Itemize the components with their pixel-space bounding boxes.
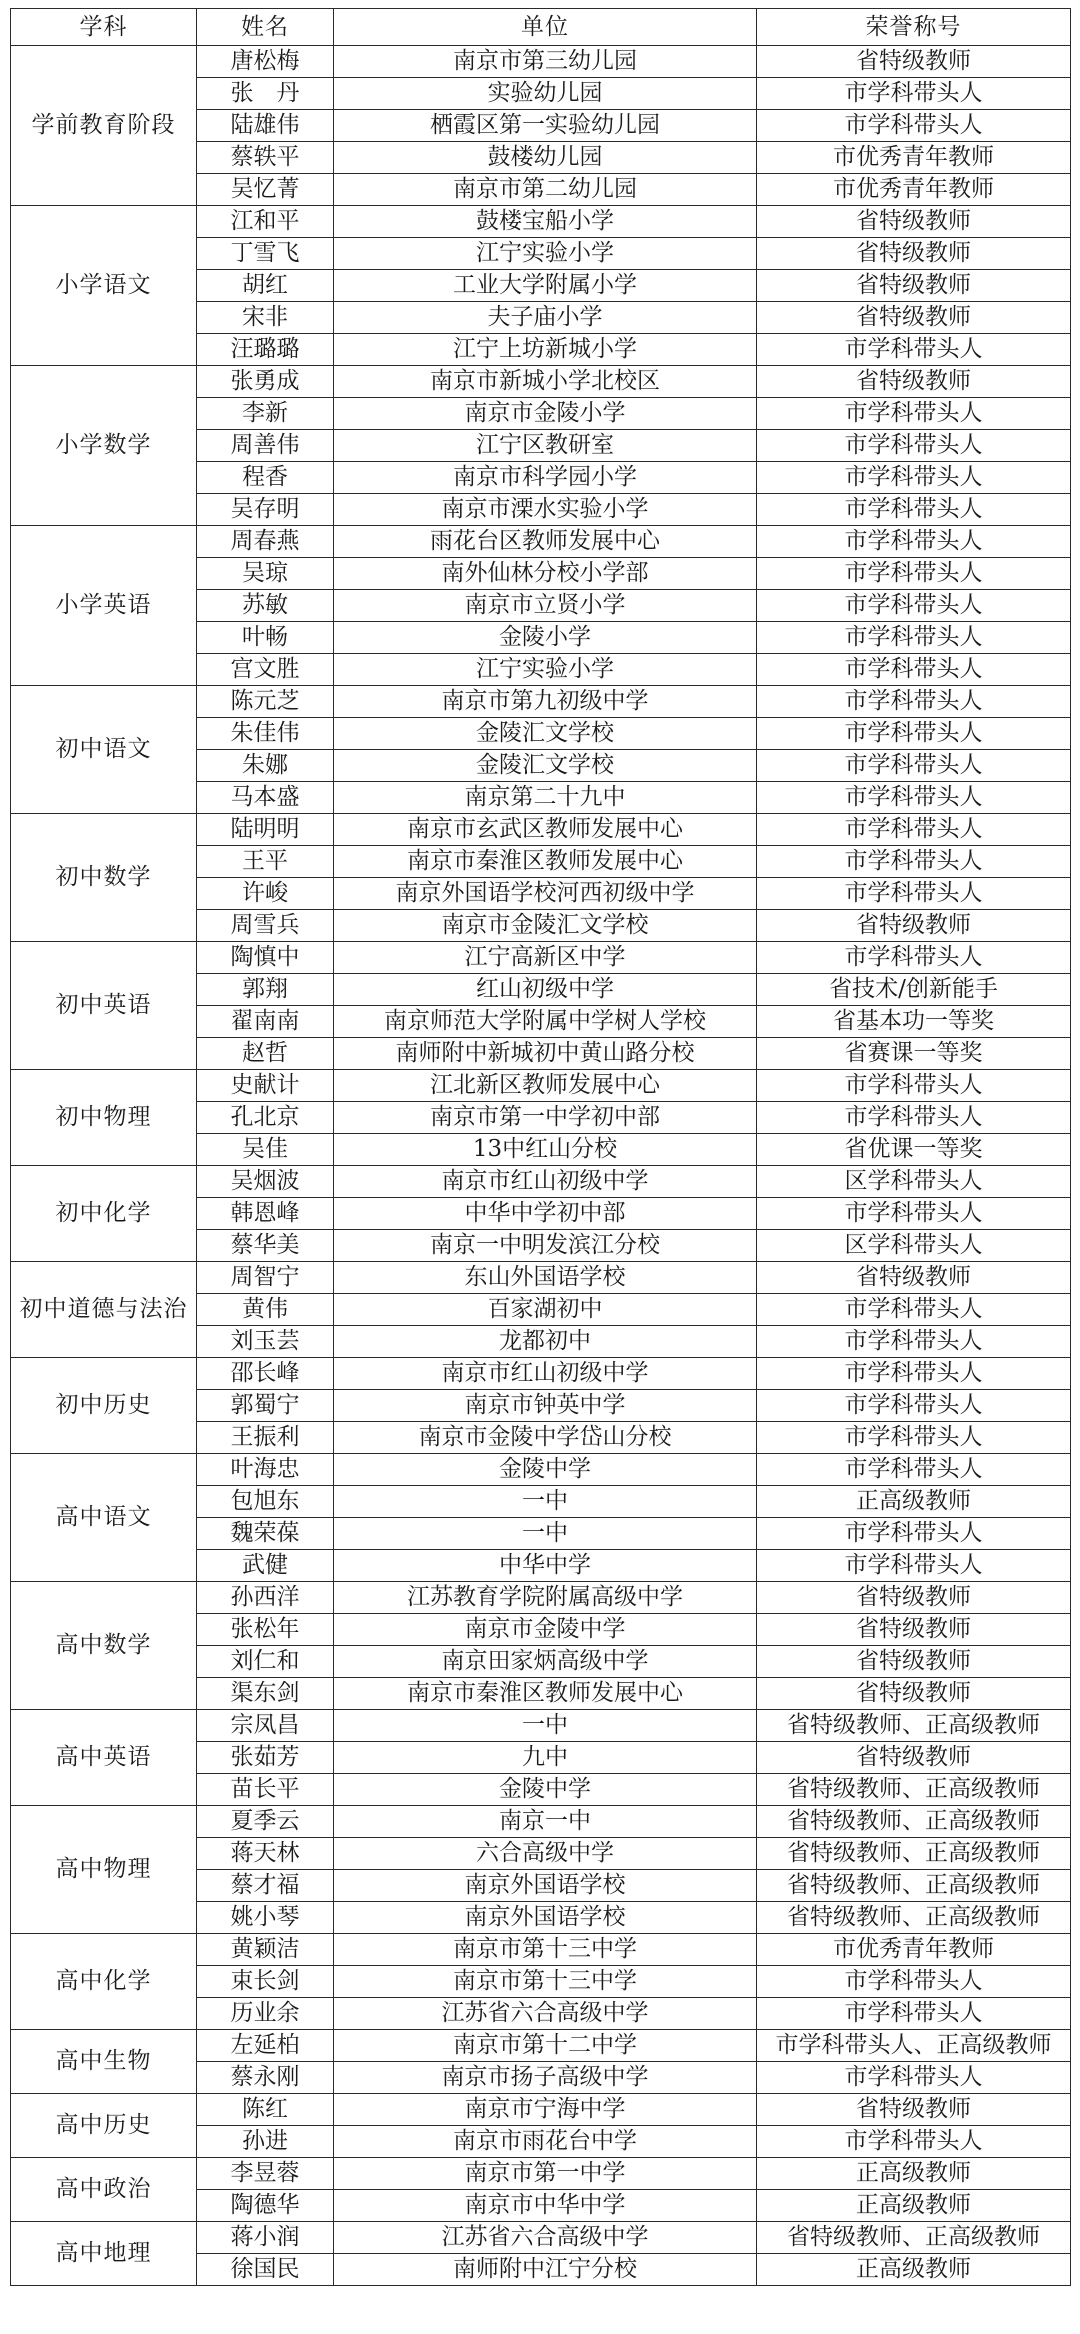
teacher-name-cell: 丁雪飞 xyxy=(197,238,334,270)
teacher-name-cell: 江和平 xyxy=(197,206,334,238)
teacher-name-cell: 陈红 xyxy=(197,2094,334,2126)
unit-cell: 中华中学 xyxy=(334,1550,757,1582)
honor-cell: 市学科带头人、正高级教师 xyxy=(757,2030,1071,2062)
unit-cell: 南京市金陵小学 xyxy=(334,398,757,430)
honor-cell: 市学科带头人 xyxy=(757,78,1071,110)
teacher-name-cell: 邵长峰 xyxy=(197,1358,334,1390)
honor-cell: 省特级教师 xyxy=(757,910,1071,942)
teacher-name-cell: 吴烟波 xyxy=(197,1166,334,1198)
unit-cell: 13中红山分校 xyxy=(334,1134,757,1166)
honor-cell: 省特级教师、正高级教师 xyxy=(757,1774,1071,1806)
subject-cell: 高中生物 xyxy=(11,2030,197,2094)
teacher-name-cell: 叶海忠 xyxy=(197,1454,334,1486)
honor-cell: 省特级教师 xyxy=(757,1614,1071,1646)
teacher-name-cell: 王振利 xyxy=(197,1422,334,1454)
unit-cell: 南京市新城小学北校区 xyxy=(334,366,757,398)
teacher-name-cell: 周智宁 xyxy=(197,1262,334,1294)
unit-cell: 江苏省六合高级中学 xyxy=(334,2222,757,2254)
honor-cell: 市学科带头人 xyxy=(757,462,1071,494)
honor-cell: 省特级教师 xyxy=(757,366,1071,398)
honor-cell: 市学科带头人 xyxy=(757,1198,1071,1230)
unit-cell: 南京市金陵汇文学校 xyxy=(334,910,757,942)
honor-cell: 省特级教师 xyxy=(757,302,1071,334)
honor-cell: 市学科带头人 xyxy=(757,398,1071,430)
unit-cell: 南京市第十二中学 xyxy=(334,2030,757,2062)
unit-cell: 南京市第九初级中学 xyxy=(334,686,757,718)
teacher-name-cell: 蔡才福 xyxy=(197,1870,334,1902)
table-row xyxy=(11,1710,1071,1742)
table-row xyxy=(11,206,1071,238)
subject-cell: 高中化学 xyxy=(11,1934,197,2030)
teacher-name-cell: 历业余 xyxy=(197,1998,334,2030)
honor-cell: 省技术/创新能手 xyxy=(757,974,1071,1006)
honor-cell: 市学科带头人 xyxy=(757,750,1071,782)
teacher-name-cell: 魏荣葆 xyxy=(197,1518,334,1550)
unit-cell: 南京市红山初级中学 xyxy=(334,1358,757,1390)
teacher-name-cell: 陆雄伟 xyxy=(197,110,334,142)
teacher-name-cell: 夏季云 xyxy=(197,1806,334,1838)
subject-cell: 高中物理 xyxy=(11,1806,197,1934)
honor-cell: 市学科带头人 xyxy=(757,686,1071,718)
honor-cell: 市学科带头人 xyxy=(757,526,1071,558)
header-row xyxy=(11,9,1071,46)
honor-cell: 省特级教师 xyxy=(757,238,1071,270)
subject-cell: 高中数学 xyxy=(11,1582,197,1710)
honor-cell: 区学科带头人 xyxy=(757,1230,1071,1262)
teacher-name-cell: 张 丹 xyxy=(197,78,334,110)
teacher-name-cell: 汪璐璐 xyxy=(197,334,334,366)
teacher-name-cell: 吴琼 xyxy=(197,558,334,590)
unit-cell: 南京市红山初级中学 xyxy=(334,1166,757,1198)
honor-cell: 省赛课一等奖 xyxy=(757,1038,1071,1070)
unit-cell: 南京市扬子高级中学 xyxy=(334,2062,757,2094)
table-row xyxy=(11,942,1071,974)
honor-cell: 市学科带头人 xyxy=(757,1390,1071,1422)
honor-cell: 市优秀青年教师 xyxy=(757,1934,1071,1966)
teacher-name-cell: 宋非 xyxy=(197,302,334,334)
header-subject: 学科 xyxy=(11,9,197,46)
unit-cell: 夫子庙小学 xyxy=(334,302,757,334)
honor-cell: 省特级教师 xyxy=(757,46,1071,78)
table-row xyxy=(11,1070,1071,1102)
unit-cell: 南外仙林分校小学部 xyxy=(334,558,757,590)
unit-cell: 雨花台区教师发展中心 xyxy=(334,526,757,558)
unit-cell: 南京市中华中学 xyxy=(334,2190,757,2222)
table-row xyxy=(11,1806,1071,1838)
honor-cell: 市学科带头人 xyxy=(757,1966,1071,1998)
honor-cell: 市优秀青年教师 xyxy=(757,142,1071,174)
teacher-name-cell: 张松年 xyxy=(197,1614,334,1646)
honor-cell: 省优课一等奖 xyxy=(757,1134,1071,1166)
table-row xyxy=(11,526,1071,558)
teacher-name-cell: 韩恩峰 xyxy=(197,1198,334,1230)
unit-cell: 栖霞区第一实验幼儿园 xyxy=(334,110,757,142)
table-row xyxy=(11,814,1071,846)
unit-cell: 南京市第十三中学 xyxy=(334,1966,757,1998)
teacher-name-cell: 吴存明 xyxy=(197,494,334,526)
table-header xyxy=(11,9,1071,46)
unit-cell: 金陵中学 xyxy=(334,1454,757,1486)
teacher-name-cell: 姚小琴 xyxy=(197,1902,334,1934)
unit-cell: 一中 xyxy=(334,1486,757,1518)
teacher-name-cell: 张勇成 xyxy=(197,366,334,398)
teacher-name-cell: 孔北京 xyxy=(197,1102,334,1134)
unit-cell: 金陵中学 xyxy=(334,1774,757,1806)
table-row xyxy=(11,686,1071,718)
teacher-name-cell: 宗凤昌 xyxy=(197,1710,334,1742)
honor-cell: 市学科带头人 xyxy=(757,1550,1071,1582)
table-row xyxy=(11,1262,1071,1294)
unit-cell: 南京市科学园小学 xyxy=(334,462,757,494)
teacher-name-cell: 程香 xyxy=(197,462,334,494)
honor-cell: 市学科带头人 xyxy=(757,942,1071,974)
teacher-name-cell: 孙进 xyxy=(197,2126,334,2158)
honor-cell: 省特级教师 xyxy=(757,1678,1071,1710)
honor-cell: 省基本功一等奖 xyxy=(757,1006,1071,1038)
table-row xyxy=(11,1358,1071,1390)
subject-cell: 高中历史 xyxy=(11,2094,197,2158)
teacher-name-cell: 翟南南 xyxy=(197,1006,334,1038)
unit-cell: 工业大学附属小学 xyxy=(334,270,757,302)
unit-cell: 中华中学初中部 xyxy=(334,1198,757,1230)
unit-cell: 南师附中江宁分校 xyxy=(334,2254,757,2286)
table-row xyxy=(11,1454,1071,1486)
teacher-name-cell: 李新 xyxy=(197,398,334,430)
teacher-name-cell: 马本盛 xyxy=(197,782,334,814)
teacher-name-cell: 张茹芳 xyxy=(197,1742,334,1774)
honor-cell: 市学科带头人 xyxy=(757,1518,1071,1550)
teacher-name-cell: 朱娜 xyxy=(197,750,334,782)
table-row xyxy=(11,2222,1071,2254)
unit-cell: 江苏教育学院附属高级中学 xyxy=(334,1582,757,1614)
honor-cell: 市学科带头人 xyxy=(757,622,1071,654)
teacher-name-cell: 苗长平 xyxy=(197,1774,334,1806)
header-honor: 荣誉称号 xyxy=(757,9,1071,46)
honor-cell: 市学科带头人 xyxy=(757,654,1071,686)
unit-cell: 红山初级中学 xyxy=(334,974,757,1006)
subject-cell: 初中数学 xyxy=(11,814,197,942)
teacher-name-cell: 宫文胜 xyxy=(197,654,334,686)
unit-cell: 南京市第一中学 xyxy=(334,2158,757,2190)
teacher-name-cell: 孙西洋 xyxy=(197,1582,334,1614)
table-row xyxy=(11,2094,1071,2126)
table-body xyxy=(11,46,1071,2286)
unit-cell: 龙都初中 xyxy=(334,1326,757,1358)
subject-cell: 小学数学 xyxy=(11,366,197,526)
teacher-name-cell: 渠东剑 xyxy=(197,1678,334,1710)
honor-cell: 正高级教师 xyxy=(757,1486,1071,1518)
honor-cell: 市学科带头人 xyxy=(757,1454,1071,1486)
subject-cell: 初中物理 xyxy=(11,1070,197,1166)
teacher-name-cell: 周善伟 xyxy=(197,430,334,462)
honor-cell: 市学科带头人 xyxy=(757,1358,1071,1390)
header-unit: 单位 xyxy=(334,9,757,46)
unit-cell: 南京田家炳高级中学 xyxy=(334,1646,757,1678)
teacher-name-cell: 许峻 xyxy=(197,878,334,910)
teacher-name-cell: 陶德华 xyxy=(197,2190,334,2222)
teacher-name-cell: 刘玉芸 xyxy=(197,1326,334,1358)
honor-cell: 省特级教师 xyxy=(757,1262,1071,1294)
teacher-name-cell: 黄伟 xyxy=(197,1294,334,1326)
honor-roster-table xyxy=(10,8,1071,2286)
teacher-name-cell: 徐国民 xyxy=(197,2254,334,2286)
unit-cell: 南京市第十三中学 xyxy=(334,1934,757,1966)
teacher-name-cell: 蔡轶平 xyxy=(197,142,334,174)
honor-cell: 市学科带头人 xyxy=(757,494,1071,526)
teacher-name-cell: 陈元芝 xyxy=(197,686,334,718)
unit-cell: 江宁实验小学 xyxy=(334,238,757,270)
honor-cell: 省特级教师、正高级教师 xyxy=(757,1870,1071,1902)
teacher-name-cell: 郭蜀宁 xyxy=(197,1390,334,1422)
unit-cell: 金陵汇文学校 xyxy=(334,750,757,782)
honor-cell: 市学科带头人 xyxy=(757,1326,1071,1358)
subject-cell: 初中历史 xyxy=(11,1358,197,1454)
teacher-name-cell: 陶慎中 xyxy=(197,942,334,974)
unit-cell: 南师附中新城初中黄山路分校 xyxy=(334,1038,757,1070)
teacher-name-cell: 胡红 xyxy=(197,270,334,302)
subject-cell: 初中化学 xyxy=(11,1166,197,1262)
honor-cell: 市学科带头人 xyxy=(757,718,1071,750)
teacher-name-cell: 陆明明 xyxy=(197,814,334,846)
subject-cell: 初中英语 xyxy=(11,942,197,1070)
teacher-name-cell: 蒋天林 xyxy=(197,1838,334,1870)
unit-cell: 南京市秦淮区教师发展中心 xyxy=(334,1678,757,1710)
teacher-name-cell: 束长剑 xyxy=(197,1966,334,1998)
honor-cell: 省特级教师、正高级教师 xyxy=(757,1902,1071,1934)
teacher-name-cell: 刘仁和 xyxy=(197,1646,334,1678)
teacher-name-cell: 苏敏 xyxy=(197,590,334,622)
teacher-name-cell: 吴佳 xyxy=(197,1134,334,1166)
unit-cell: 南京市宁海中学 xyxy=(334,2094,757,2126)
teacher-name-cell: 周雪兵 xyxy=(197,910,334,942)
unit-cell: 南京外国语学校河西初级中学 xyxy=(334,878,757,910)
teacher-name-cell: 武健 xyxy=(197,1550,334,1582)
honor-cell: 市学科带头人 xyxy=(757,590,1071,622)
unit-cell: 百家湖初中 xyxy=(334,1294,757,1326)
unit-cell: 江宁实验小学 xyxy=(334,654,757,686)
table-row xyxy=(11,46,1071,78)
unit-cell: 南京市金陵中学岱山分校 xyxy=(334,1422,757,1454)
unit-cell: 南京第二十九中 xyxy=(334,782,757,814)
honor-cell: 省特级教师、正高级教师 xyxy=(757,1710,1071,1742)
teacher-name-cell: 李昱蓉 xyxy=(197,2158,334,2190)
honor-cell: 市学科带头人 xyxy=(757,558,1071,590)
unit-cell: 南京市金陵中学 xyxy=(334,1614,757,1646)
unit-cell: 金陵小学 xyxy=(334,622,757,654)
honor-cell: 市学科带头人 xyxy=(757,1294,1071,1326)
unit-cell: 南京外国语学校 xyxy=(334,1870,757,1902)
subject-cell: 小学语文 xyxy=(11,206,197,366)
unit-cell: 江宁高新区中学 xyxy=(334,942,757,974)
subject-cell: 学前教育阶段 xyxy=(11,46,197,206)
honor-cell: 市学科带头人 xyxy=(757,878,1071,910)
subject-cell: 高中地理 xyxy=(11,2222,197,2286)
honor-cell: 市学科带头人 xyxy=(757,1422,1071,1454)
honor-cell: 市学科带头人 xyxy=(757,782,1071,814)
unit-cell: 江宁区教研室 xyxy=(334,430,757,462)
unit-cell: 一中 xyxy=(334,1710,757,1742)
honor-cell: 正高级教师 xyxy=(757,2158,1071,2190)
subject-cell: 高中语文 xyxy=(11,1454,197,1582)
honor-cell: 省特级教师 xyxy=(757,206,1071,238)
unit-cell: 一中 xyxy=(334,1518,757,1550)
teacher-name-cell: 王平 xyxy=(197,846,334,878)
honor-cell: 省特级教师 xyxy=(757,270,1071,302)
unit-cell: 南京市钟英中学 xyxy=(334,1390,757,1422)
unit-cell: 六合高级中学 xyxy=(334,1838,757,1870)
honor-cell: 省特级教师、正高级教师 xyxy=(757,1838,1071,1870)
honor-cell: 省特级教师 xyxy=(757,2094,1071,2126)
unit-cell: 南京市立贤小学 xyxy=(334,590,757,622)
teacher-name-cell: 叶畅 xyxy=(197,622,334,654)
honor-cell: 市学科带头人 xyxy=(757,814,1071,846)
subject-cell: 高中英语 xyxy=(11,1710,197,1806)
unit-cell: 江宁上坊新城小学 xyxy=(334,334,757,366)
table-row xyxy=(11,2158,1071,2190)
unit-cell: 实验幼儿园 xyxy=(334,78,757,110)
unit-cell: 南京市溧水实验小学 xyxy=(334,494,757,526)
unit-cell: 南京市玄武区教师发展中心 xyxy=(334,814,757,846)
unit-cell: 南京市第二幼儿园 xyxy=(334,174,757,206)
teacher-name-cell: 郭翔 xyxy=(197,974,334,1006)
unit-cell: 南京市秦淮区教师发展中心 xyxy=(334,846,757,878)
unit-cell: 江苏省六合高级中学 xyxy=(334,1998,757,2030)
honor-cell: 正高级教师 xyxy=(757,2190,1071,2222)
teacher-name-cell: 周春燕 xyxy=(197,526,334,558)
unit-cell: 南京市第一中学初中部 xyxy=(334,1102,757,1134)
honor-cell: 省特级教师 xyxy=(757,1742,1071,1774)
honor-cell: 市学科带头人 xyxy=(757,334,1071,366)
subject-cell: 高中政治 xyxy=(11,2158,197,2222)
table-row xyxy=(11,366,1071,398)
unit-cell: 鼓楼幼儿园 xyxy=(334,142,757,174)
subject-cell: 初中语文 xyxy=(11,686,197,814)
unit-cell: 金陵汇文学校 xyxy=(334,718,757,750)
unit-cell: 南京一中 xyxy=(334,1806,757,1838)
honor-cell: 省特级教师 xyxy=(757,1582,1071,1614)
teacher-name-cell: 赵哲 xyxy=(197,1038,334,1070)
table-row xyxy=(11,2030,1071,2062)
honor-cell: 区学科带头人 xyxy=(757,1166,1071,1198)
honor-cell: 省特级教师、正高级教师 xyxy=(757,2222,1071,2254)
unit-cell: 南京外国语学校 xyxy=(334,1902,757,1934)
honor-cell: 省特级教师 xyxy=(757,1646,1071,1678)
teacher-name-cell: 包旭东 xyxy=(197,1486,334,1518)
unit-cell: 南京师范大学附属中学树人学校 xyxy=(334,1006,757,1038)
unit-cell: 江北新区教师发展中心 xyxy=(334,1070,757,1102)
honor-cell: 省特级教师、正高级教师 xyxy=(757,1806,1071,1838)
honor-cell: 市学科带头人 xyxy=(757,2126,1071,2158)
header-name: 姓名 xyxy=(197,9,334,46)
honor-cell: 市学科带头人 xyxy=(757,1998,1071,2030)
teacher-name-cell: 黄颖洁 xyxy=(197,1934,334,1966)
teacher-name-cell: 唐松梅 xyxy=(197,46,334,78)
table-row xyxy=(11,1582,1071,1614)
unit-cell: 南京一中明发滨江分校 xyxy=(334,1230,757,1262)
honor-cell: 市学科带头人 xyxy=(757,2062,1071,2094)
unit-cell: 南京市雨花台中学 xyxy=(334,2126,757,2158)
honor-cell: 市学科带头人 xyxy=(757,430,1071,462)
table-row xyxy=(11,1166,1071,1198)
teacher-name-cell: 蔡华美 xyxy=(197,1230,334,1262)
unit-cell: 九中 xyxy=(334,1742,757,1774)
honor-cell: 市学科带头人 xyxy=(757,1070,1071,1102)
unit-cell: 东山外国语学校 xyxy=(334,1262,757,1294)
honor-cell: 市学科带头人 xyxy=(757,110,1071,142)
teacher-name-cell: 朱佳伟 xyxy=(197,718,334,750)
unit-cell: 鼓楼宝船小学 xyxy=(334,206,757,238)
teacher-name-cell: 蒋小润 xyxy=(197,2222,334,2254)
teacher-name-cell: 蔡永刚 xyxy=(197,2062,334,2094)
honor-cell: 市学科带头人 xyxy=(757,1102,1071,1134)
honor-cell: 市学科带头人 xyxy=(757,846,1071,878)
table-row xyxy=(11,1934,1071,1966)
honor-cell: 正高级教师 xyxy=(757,2254,1071,2286)
subject-cell: 初中道德与法治 xyxy=(11,1262,197,1358)
teacher-name-cell: 左延柏 xyxy=(197,2030,334,2062)
teacher-name-cell: 吴忆菁 xyxy=(197,174,334,206)
subject-cell: 小学英语 xyxy=(11,526,197,686)
unit-cell: 南京市第三幼儿园 xyxy=(334,46,757,78)
teacher-name-cell: 史献计 xyxy=(197,1070,334,1102)
honor-cell: 市优秀青年教师 xyxy=(757,174,1071,206)
